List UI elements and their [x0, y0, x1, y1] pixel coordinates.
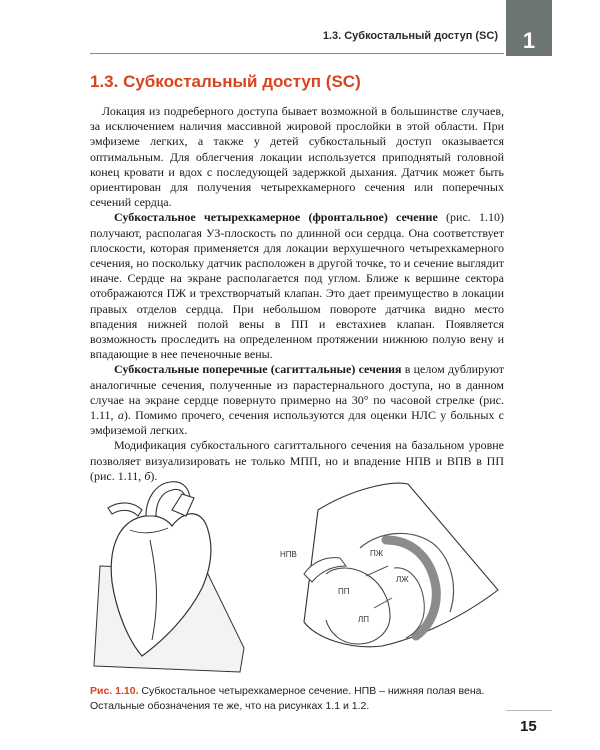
label-pp: ПП — [338, 587, 350, 596]
paragraph-3-heading: Субкостальные поперечные (сагиттальные) сечения — [114, 362, 402, 377]
section-title: 1.3. Субкостальный доступ (SC) — [90, 72, 361, 91]
heart-illustration — [90, 470, 504, 680]
superior-vessel — [172, 494, 194, 516]
figure-illustration — [90, 470, 504, 680]
running-title: 1.3. Субкостальный доступ (SC) — [322, 30, 498, 42]
label-lp: ЛП — [358, 615, 369, 624]
paragraph-2-text: (рис. 1.10) получают, располагая УЗ-плоскость по длинной оси сердца. Она соответствует плоскости, которая применяется для локации верхушечного четырехкамерного сечения, но поскольку датчик расположен в другой точке, то и сечение выглядит иначе. Сердце на экране располагается под углом. Ближе к вершине сектора отображаются ПЖ и трехстворчатый клапан. Это дает преимущество в локации правых отделов сердца. При небольшом повороте датчика видно место впадения нижней полой вены в ПП и евстахиев клапан. Появляется возможность проследить на определенном протяжении нижнюю полую вену и впадающие в нее печеночные вены. — [90, 210, 504, 362]
figure-caption — [90, 684, 504, 714]
label-lzh: ЛЖ — [396, 575, 409, 584]
page-number: 15 — [520, 718, 537, 735]
header-rule — [90, 53, 504, 54]
paragraph-2-heading: Субкостальное четырехкамерное (фронтальное) сечение — [114, 210, 438, 225]
caption-number: Рис. 1.10. — [90, 685, 139, 697]
paragraph-2 — [90, 210, 504, 362]
chapter-tab — [506, 0, 552, 56]
page-number-rule — [506, 710, 552, 711]
chapter-number: 1 — [522, 28, 536, 53]
paragraph-4-italic: б — [144, 468, 151, 483]
pulmonary-artery — [108, 503, 142, 516]
paragraph-4-text-a: Модификация субкостального сагиттального сечения на базальном уровне позволяет визуализировать не только МПП, но и впадение НПВ и ВПВ в ПП (рис. 1.11, — [90, 438, 504, 483]
label-pzh: ПЖ — [370, 549, 384, 558]
paragraph-3-text-b: ). Помимо прочего, сечения используются для оценки НЛС у больных с эмфиземой легких. — [90, 408, 504, 438]
paragraph-1: Локация из подреберного доступа бывает возможной в большинстве случаев, за исключением наличия массивной жировой прослойки в этой области. При эмфиземе легких, а также у детей субкостальный доступ оказывается оптимальным. Для облегчения локации используется приподнятый головной конец кровати и вдох с последующей задержкой дыхания. Датчик может быть ориентирован для получения четырехкамерного сечения или поперечных сечений сердца. — [90, 104, 504, 210]
body-text — [90, 104, 504, 484]
paragraph-3-italic: а — [117, 408, 124, 423]
paragraph-3 — [90, 362, 504, 438]
caption-text: Субкостальное четырехкамерное сечение. НПВ – нижняя полая вена. Остальные обозначения те же, что на рисунках 1.1 и 1.2. — [90, 685, 485, 712]
label-npv: НПВ — [280, 550, 297, 559]
paragraph-3-text-a: в целом дублируют аналогичные сечения, полученные из парастернального доступа, но в данном случае на экране сердце повернуто примерно на 30° по часовой стрелке (рис. 1.11, — [90, 362, 504, 423]
paragraph-4-text-b: ). — [150, 468, 158, 483]
